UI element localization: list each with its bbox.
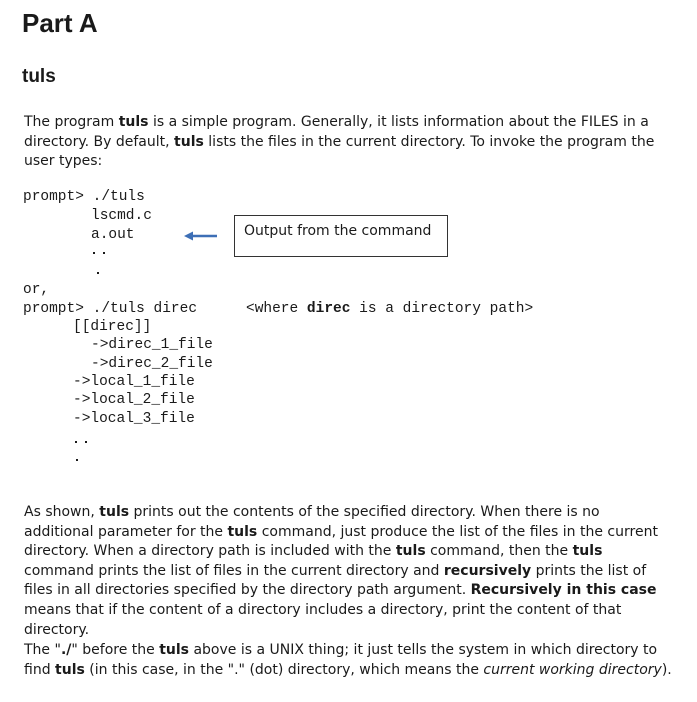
ellipsis-dot — [103, 252, 105, 254]
listing-line: ->local_2_file — [73, 392, 195, 408]
explanation-paragraph: As shown, tuls prints out the contents of the specified directory. When there is no additional parameter for the tuls command, just produce the list of the files in the current directory. When a directory path is included with the tuls command, then the tuls command prints the list of files in the current directory and recursively prints the list of files in all directories specified by the directory path argument. Recursively in this case means that if the content of a directory includes a directory, print the content of that directory. — [24, 504, 658, 638]
section-heading: tuls — [22, 66, 56, 87]
or-text: or, — [23, 282, 50, 298]
unix-note-paragraph: The "./" before the tuls above is a UNIX thing; it just tells the system in which directory to find tuls (in this case, in the "." (dot) directory, which means the current working directory). — [24, 642, 672, 678]
listing-line: ->direc_2_file — [91, 356, 213, 372]
page-title: Part A — [22, 8, 98, 38]
command-prompt-1: prompt> ./tuls — [23, 189, 145, 205]
listing-line: [[direc]] — [73, 319, 152, 335]
callout-text: Output from the command — [244, 223, 432, 239]
command-prompt-2: prompt> ./tuls direc — [23, 301, 198, 317]
ellipsis-dot — [97, 272, 99, 274]
ellipsis-dot — [75, 441, 77, 443]
output-line: lscmd.c — [91, 208, 152, 224]
output-callout-box — [234, 215, 448, 257]
ellipsis-dot — [85, 441, 87, 443]
listing-line: ->direc_1_file — [91, 337, 213, 353]
listing-line: ->local_3_file — [73, 411, 195, 427]
ellipsis-dot — [76, 459, 78, 461]
ellipsis-dot — [93, 252, 95, 254]
output-line: a.out — [91, 227, 135, 243]
directory-comment: <where direc is a directory path> — [246, 301, 534, 317]
listing-line: ->local_1_file — [73, 374, 195, 390]
intro-paragraph: The program tuls is a simple program. Generally, it lists information about the FILES in a directory. By default, tuls lists the files in the current directory. To invoke the program the user types: — [24, 114, 655, 170]
left-arrow-icon — [184, 231, 217, 241]
